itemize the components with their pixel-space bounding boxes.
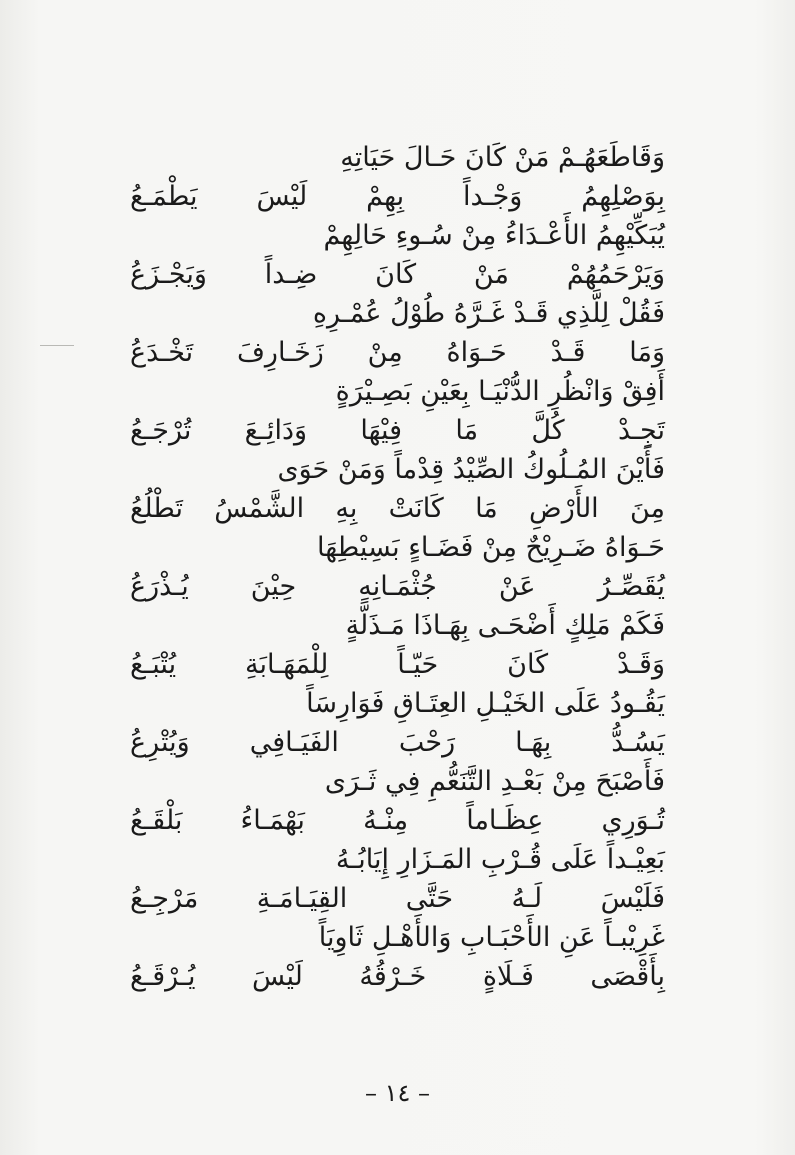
- page-number: – ١٤ –: [364, 1079, 431, 1107]
- verse-line-1: وَقَاطَعَهُـمْ مَنْ كَانَ حَـالَ حَيَاتِهِ: [340, 142, 665, 173]
- verse-line-17: فَأَصْبَحَ مِنْ بَعْـدِ التَّنَعُّمِ فِي ثَـرَى: [324, 766, 665, 797]
- verse-line-7: أَفِقْ وَانْظُرِ الدُّنْيَـا بِعَيْنِ بَصِـيْرَةٍ: [335, 376, 665, 407]
- verse-line-5: فَقُلْ لِلَّذِي قَـدْ غَـرَّهُ طُوْلُ عُمْـرِهِ: [312, 298, 665, 329]
- verse-line-2: بِوَصْلِهِمُ وَجْـداً بِهِمْ لَيْسَ يَطْمَـعُ: [130, 181, 665, 212]
- verse-line-10: مِنَ الأَرْضِ مَا كَانَتْ بِهِ الشَّمْسُ تَطْلُعُ: [130, 493, 665, 524]
- verse-line-11: حَـوَاهُ ضَـرِيْحٌ مِنْ فَضَـاءٍ بَسِيْطِهَا: [317, 532, 665, 563]
- verse-line-3: يُبَكِّيْهِمُ الأَعْـدَاءُ مِنْ سُـوءِ حَالِهِمْ: [323, 220, 665, 251]
- verse-line-20: فَلَيْسَ لَـهُ حَتَّى القِيَـامَـةِ مَرْجِـعُ: [130, 883, 665, 914]
- verse-line-22: بِأَقْصَى فَـلَاةٍ خَـرْقُهُ لَيْسَ يُـرْقَـعُ: [130, 961, 665, 992]
- verse-line-15: يَقُـودُ عَلَى الخَيْـلِ العِتَـاقِ فَوَارِسَاً: [306, 688, 665, 719]
- verse-line-21: غَرِيْبـاً عَنِ الأَحْبَـابِ وَالأَهْـلِ ثَاوِيَاً: [318, 922, 665, 953]
- verse-line-13: فَكَمْ مَلِكٍ أَضْحَـى بِهَـاذَا مَـذَلَّةٍ: [345, 610, 665, 641]
- verse-line-6: وَمَا قَـدْ حَـوَاهُ مِنْ زَخَـارِفَ تَخْـدَعُ: [130, 337, 665, 368]
- verse-line-8: تَجِـدْ كُلَّ مَا فِيْهَا وَدَائِـعَ تُرْجَـعُ: [130, 415, 665, 446]
- verse-line-12: يُقَصِّـرُ عَنْ جُثْمَـانِهِ حِيْنَ يُـذْرَعُ: [130, 571, 665, 602]
- poem: [0, 138, 795, 998]
- verse-line-19: بَعِيْـداً عَلَى قُـرْبِ المَـزَارِ إِيَابُـهُ: [335, 844, 665, 875]
- verse-line-14: وَقَـدْ كَانَ حَيّـاً لِلْمَهَـابَةِ يُتْبَـعُ: [130, 649, 665, 680]
- verse-line-9: فَأَيْنَ المُـلُوكُ الصِّيْدُ قِدْماً وَمَنْ حَوَى: [277, 454, 665, 485]
- verse-line-16: يَسُـدُّ بِهَـا رَحْبَ الفَيَـافِي وَيُتْرِعُ: [130, 727, 665, 758]
- verse-line-18: تُـوَرِي عِظَـاماً مِنْـهُ بَهْمَـاءُ بَلْقَـعُ: [130, 805, 665, 836]
- verse-line-4: وَيَرْحَمُهُمْ مَنْ كَانَ ضِـداً وَيَجْـزَعُ: [130, 259, 665, 290]
